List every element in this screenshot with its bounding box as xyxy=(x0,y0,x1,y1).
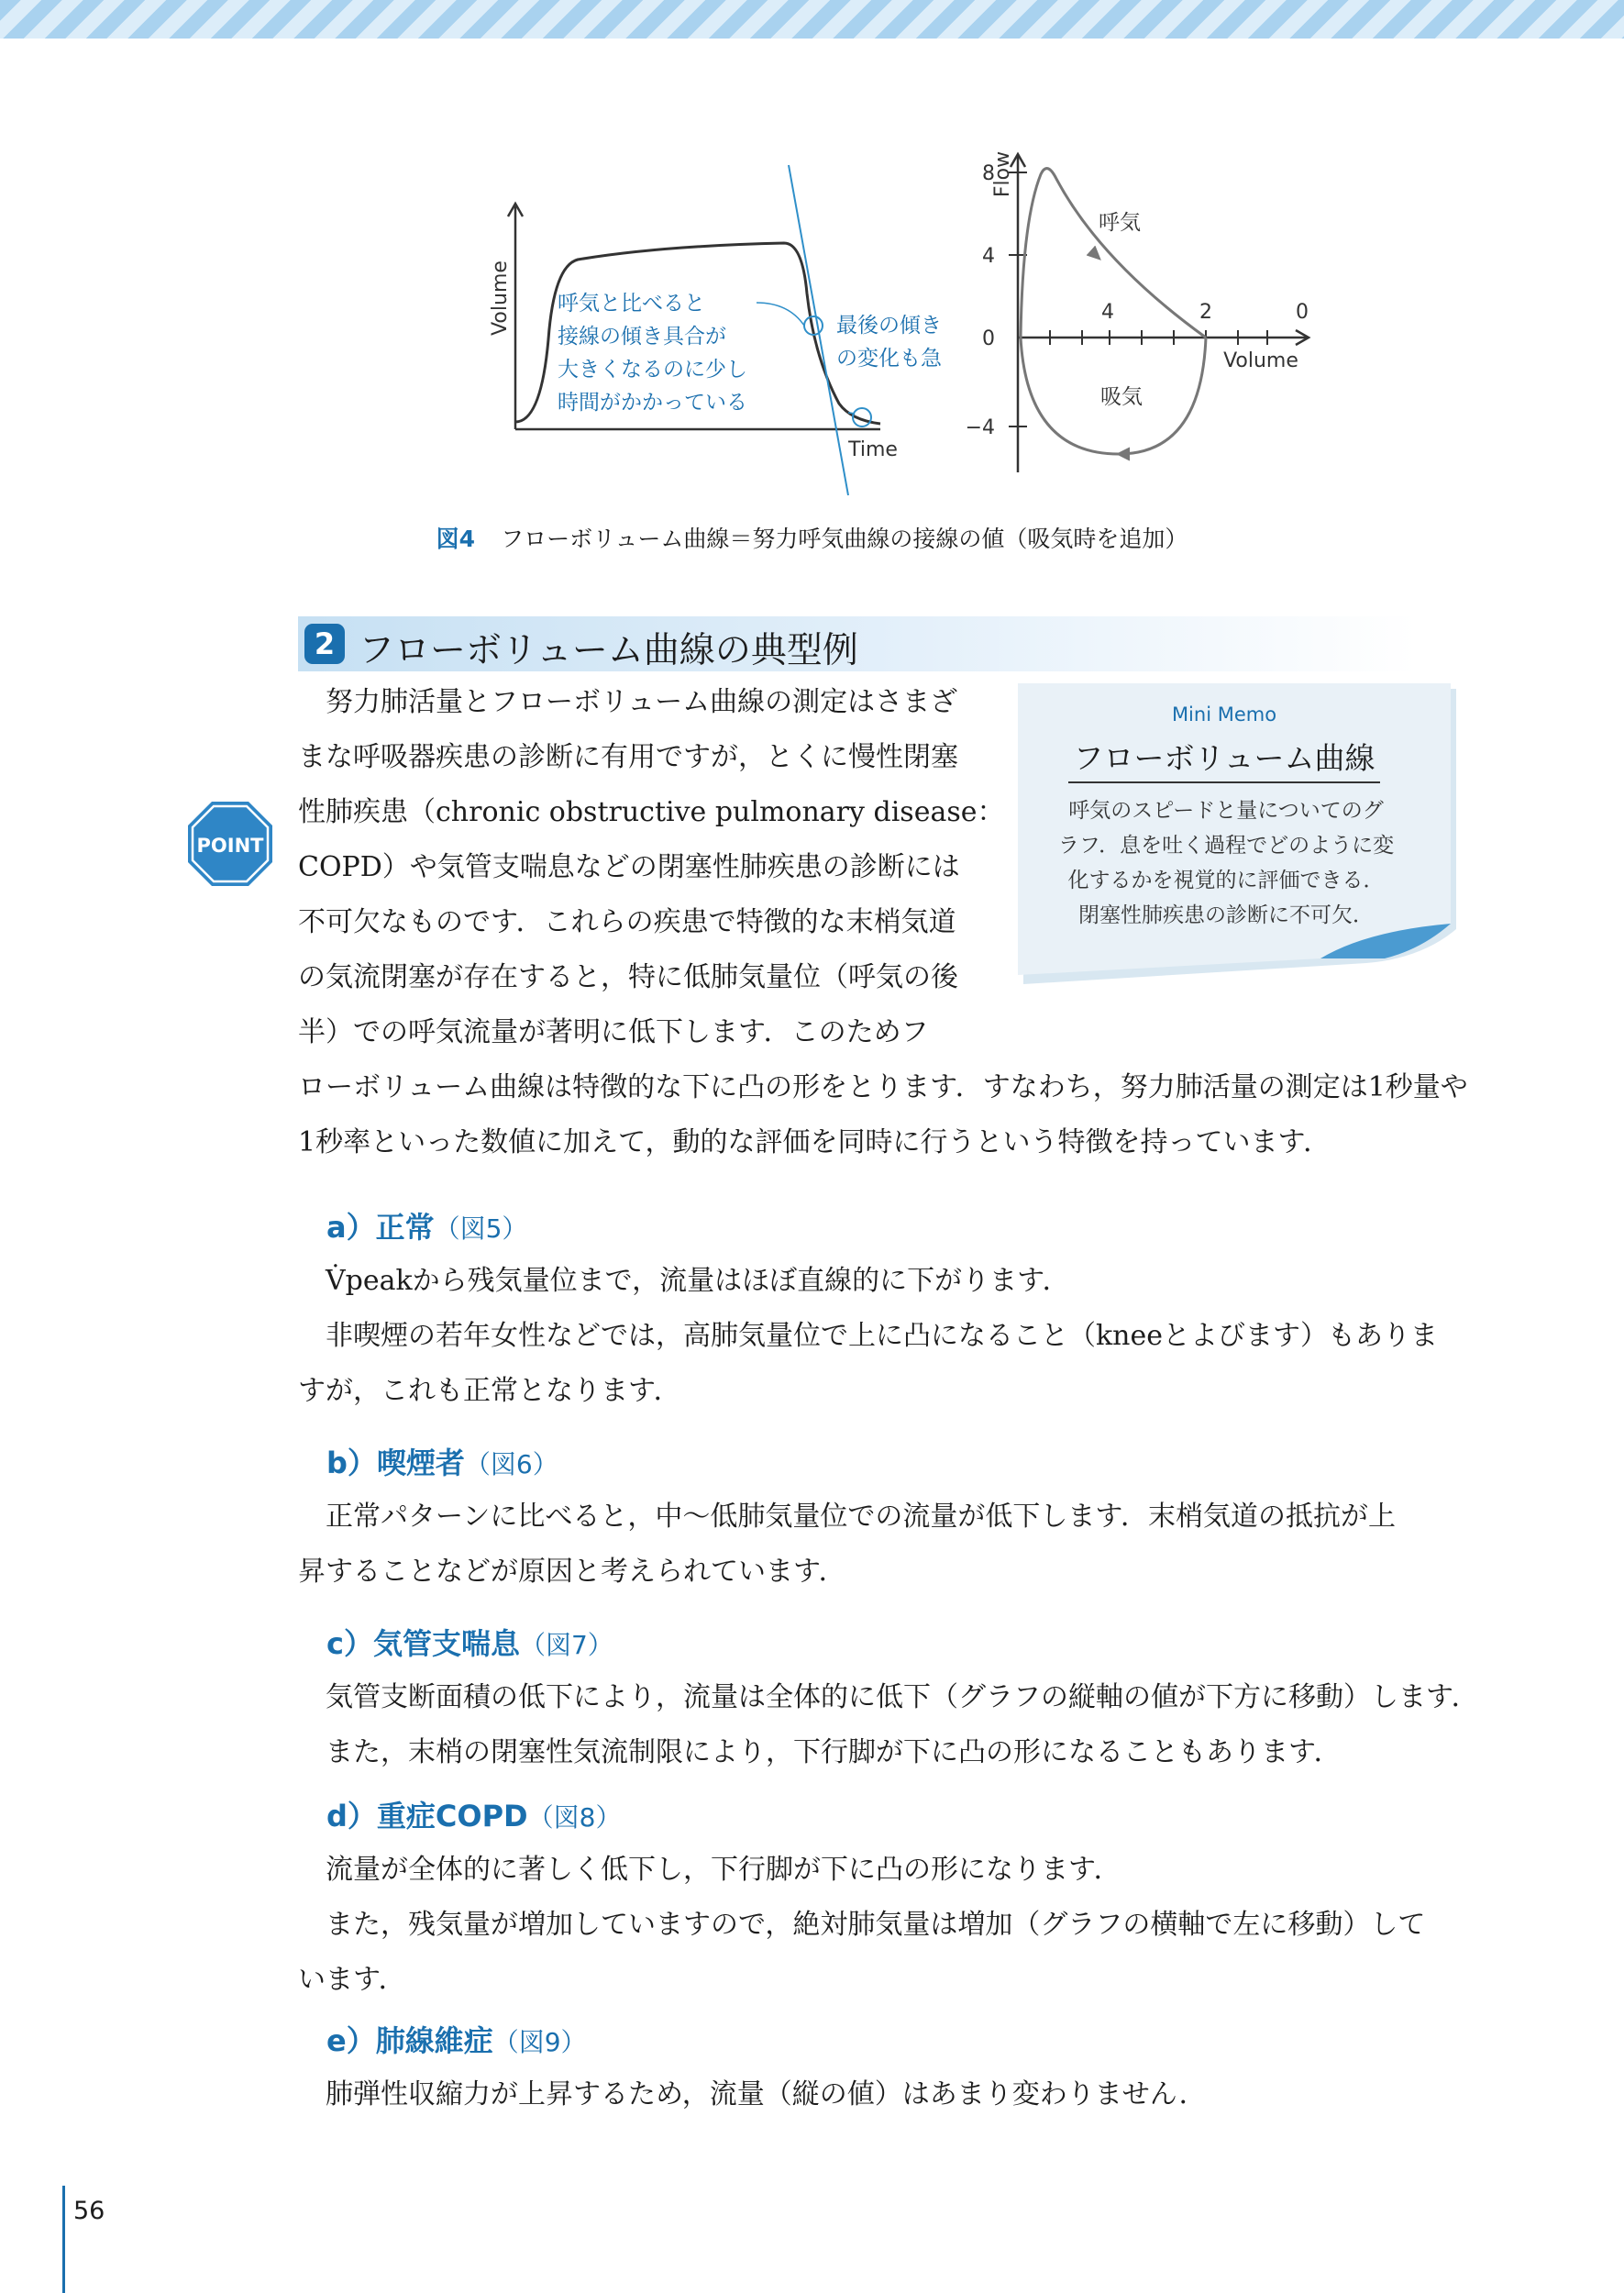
point-badge-label: POINT xyxy=(196,835,264,857)
subsection-b-ref: （図6） xyxy=(464,1449,558,1479)
vt-leader-line xyxy=(757,303,804,326)
subsection-e-ref: （図9） xyxy=(492,2027,587,2057)
vt-annotation-left-3: 大きくなるのに少し xyxy=(558,358,747,382)
fv-y-tick-label: 4 xyxy=(982,245,995,268)
mini-memo-body xyxy=(1038,793,1414,933)
mini-memo-line: 化するかを視覚的に評価できる． xyxy=(1067,869,1385,892)
flow-volume-panel xyxy=(966,151,1309,472)
intro-line: 半）での呼気流量が著明に低下します．このためフ xyxy=(298,1016,929,1048)
fv-x-tick-label: 2 xyxy=(1199,301,1212,324)
subsection-b-title: b）喫煙者 xyxy=(326,1446,465,1480)
subsection-e-line: 肺弾性収縮力が上昇するため，流量（縦の値）はあまり変わりません． xyxy=(298,2078,1207,2110)
subsection-d-line: います． xyxy=(298,1964,406,1996)
figure-4-caption-text: フローボリューム曲線＝努力呼気曲線の接線の値（吸気時を追加） xyxy=(501,526,1188,552)
vt-annotation-left-4: 時間がかかっている xyxy=(558,391,747,415)
mini-memo-title: フローボリューム曲線 xyxy=(1068,735,1380,783)
subsection-c-heading xyxy=(326,1621,613,1663)
subsection-a-line: V̇peakから残気量位まで，流量はほぼ直線的に下がります． xyxy=(298,1265,1070,1297)
subsection-b-line: 昇することなどが原因と考えられています． xyxy=(298,1556,846,1588)
fv-x-tick-label: 4 xyxy=(1101,301,1114,324)
mini-memo xyxy=(1018,683,1467,986)
volume-time-panel xyxy=(489,165,943,495)
mini-memo-line: 閉塞性肺疾患の診断に不可欠． xyxy=(1078,903,1374,927)
subsection-a-line: 非喫煙の若年女性などでは，高肺気量位で上に凸になること（kneeとよびます）もありま xyxy=(298,1320,1439,1352)
subsection-a-title: a）正常 xyxy=(326,1210,435,1245)
fv-y-tick-label: 8 xyxy=(982,162,995,185)
subsection-a-ref: （図5） xyxy=(434,1213,528,1244)
subsection-a-line: すが，これも正常となります． xyxy=(298,1375,681,1407)
fv-y-label: Flow xyxy=(991,150,1014,198)
mini-memo-line: 呼気のスピードと量についてのグ xyxy=(1068,799,1384,823)
top-decorative-band xyxy=(0,0,1624,39)
subsection-d-line: 流量が全体的に著しく低下し，下行脚が下に凸の形になります． xyxy=(298,1854,1121,1886)
section-heading xyxy=(298,616,1417,671)
vt-annotation-right-2: の変化も急 xyxy=(836,347,942,371)
intro-line: まな呼吸器疾患の診断に有用ですが，とくに慢性閉塞 xyxy=(298,741,958,773)
figure-4 xyxy=(477,138,1357,504)
fv-y-tick-label: −4 xyxy=(965,416,995,439)
fv-inspiration-arrow xyxy=(1117,448,1130,460)
subsection-a-heading xyxy=(326,1204,527,1246)
fv-x-tick-label: 0 xyxy=(1296,301,1309,324)
fv-y-tick-label: 0 xyxy=(982,327,995,350)
subsection-c-title: c）気管支喘息 xyxy=(326,1626,520,1661)
intro-line: の気流閉塞が存在すると，特に低肺気量位（呼気の後 xyxy=(298,961,958,993)
subsection-d-ref: （図8） xyxy=(527,1802,622,1833)
mini-memo-label: Mini Memo xyxy=(1171,703,1277,726)
section-number-badge: 2 xyxy=(304,624,345,664)
point-badge xyxy=(186,800,274,888)
subsection-c-line: 気管支断面積の低下により，流量は全体的に低下（グラフの縦軸の値が下方に移動）します． xyxy=(298,1681,1479,1713)
intro-line: ローボリューム曲線は特徴的な下に凸の形をとります．すなわち，努力肺活量の測定は1秒量や xyxy=(298,1071,1468,1103)
subsection-d-line: また，残気量が増加していますので，絶対肺気量は増加（グラフの横軸で左に移動）して xyxy=(298,1909,1426,1941)
vt-annotation-right-1: 最後の傾き xyxy=(836,314,942,338)
figure-4-caption xyxy=(0,521,1624,554)
intro-line: 努力肺活量とフローボリューム曲線の測定はさまざ xyxy=(298,686,958,718)
page-number: 56 xyxy=(73,2197,105,2225)
subsection-e-title: e）肺線維症 xyxy=(326,2023,493,2058)
subsection-c-ref: （図7） xyxy=(519,1630,613,1660)
intro-line: COPD）や気管支喘息などの閉塞性肺疾患の診断には xyxy=(298,851,960,883)
intro-line: 性肺疾患（chronic obstructive pulmonary disease： xyxy=(298,796,1005,828)
subsection-d-title: d）重症COPD xyxy=(326,1799,528,1833)
fv-expiration-arrow xyxy=(1087,246,1100,260)
vt-annotation-left-2: 接線の傾き具合が xyxy=(558,325,726,349)
vt-annotation-left-1: 呼気と比べると xyxy=(558,292,705,316)
section-title: フローボリューム曲線の典型例 xyxy=(359,630,858,671)
fv-x-label: Volume xyxy=(1223,349,1298,372)
fv-label-expiration: 呼気 xyxy=(1099,211,1141,235)
subsection-b-heading xyxy=(326,1440,558,1482)
vt-y-label: Volume xyxy=(489,260,512,336)
intro-line: 1秒率といった数値に加えて，動的な評価を同時に行うという特徴を持っています． xyxy=(298,1126,1331,1158)
figure-4-caption-label: 図4 xyxy=(436,526,476,552)
fv-label-inspiration: 吸気 xyxy=(1100,385,1143,409)
subsection-d-heading xyxy=(326,1793,621,1835)
subsection-c-line: また，末梢の閉塞性気流制限により，下行脚が下に凸の形になることもあります． xyxy=(298,1736,1342,1768)
vt-x-label: Time xyxy=(848,438,898,461)
page-number-rule xyxy=(62,2186,65,2293)
intro-line: 不可欠なものです．これらの疾患で特徴的な末梢気道 xyxy=(298,906,956,938)
subsection-b-line: 正常パターンに比べると，中〜低肺気量位での流量が低下します．末梢気道の抵抗が上 xyxy=(298,1501,1396,1533)
mini-memo-line: ラフ．息を吐く過程でどのように変 xyxy=(1057,834,1395,858)
subsection-e-heading xyxy=(326,2018,587,2060)
